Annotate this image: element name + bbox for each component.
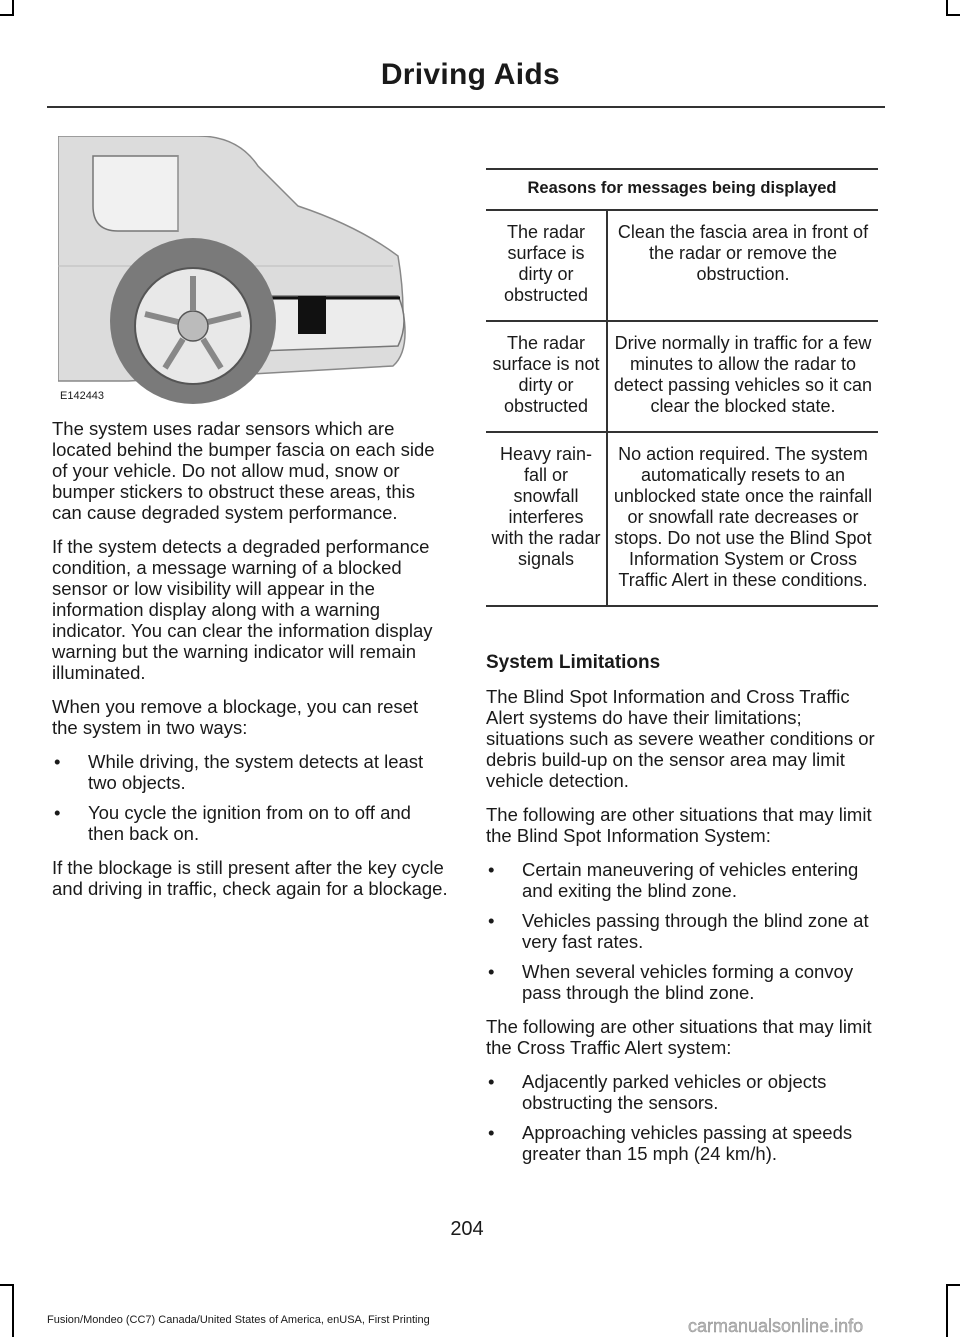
right-column xyxy=(486,652,882,1177)
table-row xyxy=(486,210,878,321)
list-item: • You cycle the ignition from on to off and then back on. xyxy=(52,802,448,844)
paragraph: If the system detects a degraded performance condition, a message warning of a blocked sensor or low visibility will appear in the information display along with a warning indicator. You can clear the information display warning but the warning indicator will remain illuminated. xyxy=(52,536,433,683)
list-item: • Vehicles passing through the blind zone at very fast rates. xyxy=(486,910,882,952)
page-number: 204 xyxy=(450,1218,484,1240)
action-cell: Clean the fascia area in front of the radar or remove the obstruction. xyxy=(607,210,878,321)
condition-cell: The radar surface is not dirty or obstructed xyxy=(486,321,607,432)
watermark-logo xyxy=(688,1316,958,1336)
section-heading: System Limitations xyxy=(486,652,661,673)
paragraph: The following are other situations that may limit the Cross Traffic Alert system: xyxy=(486,1016,872,1058)
paragraph: The system uses radar sensors which are located behind the bumper fascia on each side of your vehicle. Do not allow mud, snow or bumper stickers to obstruct these areas, this can cause degraded system performance. xyxy=(52,418,435,523)
crop-mark-top-left-h xyxy=(0,14,14,16)
crop-mark-bottom-left xyxy=(12,1284,14,1337)
paragraph: The following are other situations that may limit the Blind Spot Information System: xyxy=(486,804,872,846)
action-cell: No action required. The system automatically resets to an unblocked state once the rainfall or snowfall rate decreases or stops. Do not use the Blind Spot Information System or Cross Traffic Alert in these conditions. xyxy=(607,432,878,606)
table-row xyxy=(486,321,878,432)
left-column xyxy=(52,418,448,912)
table-row xyxy=(486,432,878,606)
list-item: • Certain maneuvering of vehicles entering and exiting the blind zone. xyxy=(486,859,882,901)
section-title: Driving Aids xyxy=(380,58,560,91)
paragraph: If the blockage is still present after the key cycle and driving in traffic, check again for a blockage. xyxy=(52,857,448,899)
condition-cell: Heavy rain-fall or snowfall interferes with the radar signals xyxy=(486,432,607,606)
paragraph: When you remove a blockage, you can reset the system in two ways: xyxy=(52,696,419,738)
list-item: • Adjacently parked vehicles or objects obstructing the sensors. xyxy=(486,1071,882,1113)
blind-spot-limitations-list xyxy=(486,859,882,1003)
crop-mark-bottom-left-h xyxy=(0,1284,14,1286)
condition-cell: The radar surface is dirty or obstructed xyxy=(486,210,607,321)
list-item: • Approaching vehicles passing at speeds greater than 15 mph (24 km/h). xyxy=(486,1122,882,1164)
list-item: • When several vehicles forming a convoy pass through the blind zone. xyxy=(486,961,882,1003)
figure-code: E142443 xyxy=(60,390,105,402)
list-item: • While driving, the system detects at least two objects. xyxy=(52,751,448,793)
table-caption: Reasons for messages being displayed xyxy=(486,169,878,210)
rear-bumper-radar-sensor-illustration xyxy=(58,136,446,406)
crop-mark-bottom-right-h xyxy=(946,1284,960,1286)
crop-mark-top-right-h xyxy=(946,14,960,16)
edition-footer: Fusion/Mondeo (CC7) Canada/United States of America, enUSA, First Printing xyxy=(47,1314,430,1326)
paragraph: The Blind Spot Information and Cross Traffic Alert systems do have their limitations; situations such as severe weather conditions or debris build-up on the sensor area may limit vehicle detection. xyxy=(486,686,875,791)
svg-text:carmanualsonline.info: carmanualsonline.info xyxy=(688,1316,864,1336)
header-rule xyxy=(47,106,885,108)
reset-methods-list xyxy=(52,751,448,844)
action-cell: Drive normally in traffic for a few minutes to allow the radar to detect passing vehicles so it can clear the blocked state. xyxy=(607,321,878,432)
cross-traffic-limitations-list xyxy=(486,1071,882,1164)
reasons-table xyxy=(486,168,878,607)
